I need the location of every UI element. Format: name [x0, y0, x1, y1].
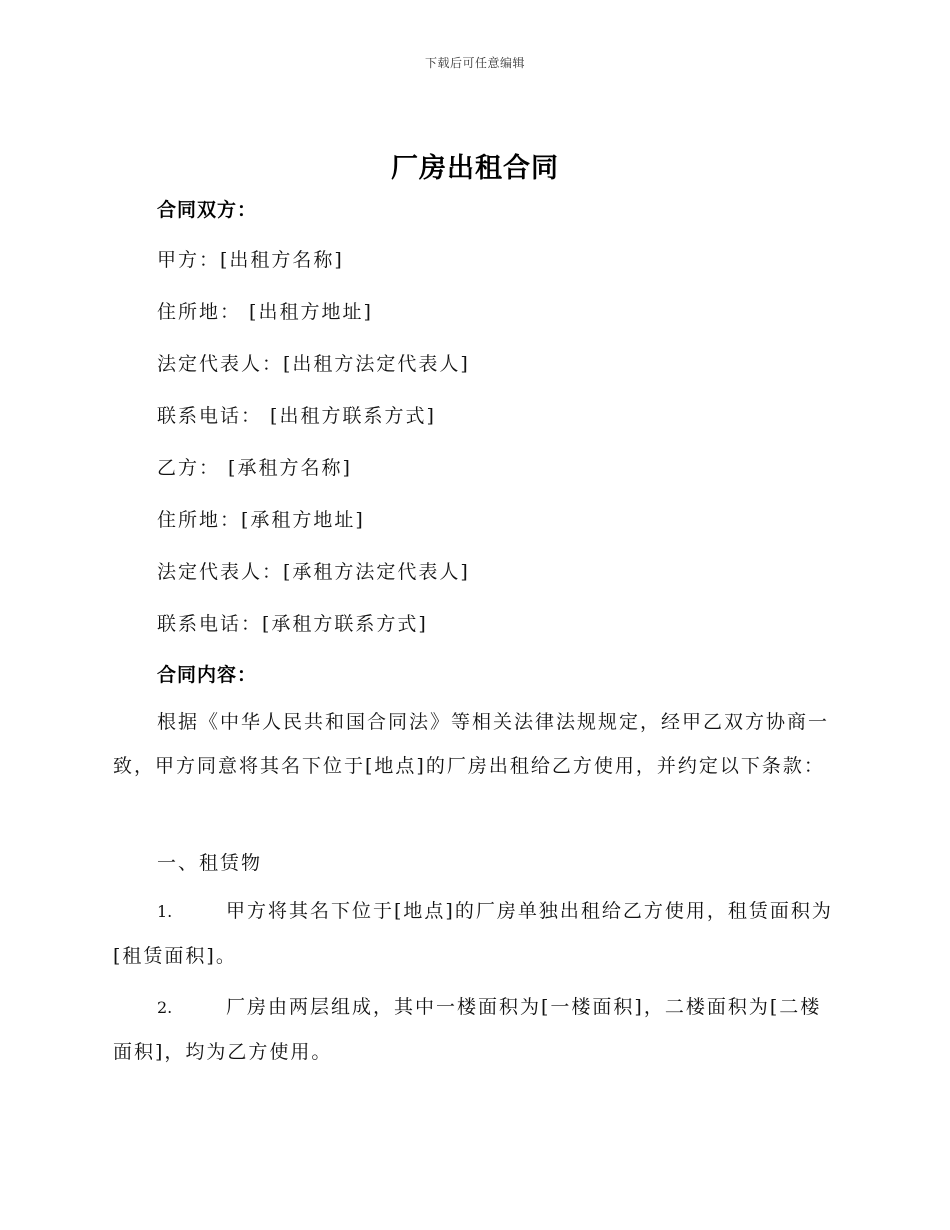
clause-text: 厂房由两层组成，其中一楼面积为[一楼面积]，二楼面积为[二楼面积]，均为乙方使用。 [113, 996, 822, 1063]
party-b-address: 住所地：[承租方地址] [157, 509, 365, 531]
party-b-phone: 联系电话：[承租方联系方式] [157, 613, 428, 635]
clause-number: 2. [157, 998, 173, 1017]
section-1-title: 一、租赁物 [157, 852, 263, 874]
party-b-name: 乙方： [承租方名称] [157, 457, 352, 479]
party-a-legal-rep: 法定代表人：[出租方法定代表人] [157, 353, 470, 375]
clause-2 [113, 985, 833, 1074]
content-heading: 合同内容： [157, 664, 258, 686]
clause-1 [113, 889, 833, 978]
party-a-address: 住所地： [出租方地址] [157, 301, 373, 323]
header-note: 下载后可任意编辑 [424, 56, 525, 70]
parties-heading: 合同双方： [157, 199, 258, 221]
party-a-name: 甲方：[出租方名称] [157, 249, 344, 271]
party-a-phone: 联系电话： [出租方联系方式] [157, 405, 436, 427]
party-b-legal-rep: 法定代表人：[承租方法定代表人] [157, 561, 470, 583]
intro-paragraph: 根据《中华人民共和国合同法》等相关法律法规规定，经甲乙双方协商一致，甲方同意将其名下位于[地点]的厂房出租给乙方使用，并约定以下条款： [113, 711, 830, 777]
clause-number: 1. [157, 902, 173, 921]
document-title: 厂房出租合同 [391, 153, 559, 184]
clause-text: 甲方将其名下位于[地点]的厂房单独出租给乙方使用，租赁面积为[租赁面积]。 [113, 900, 833, 967]
